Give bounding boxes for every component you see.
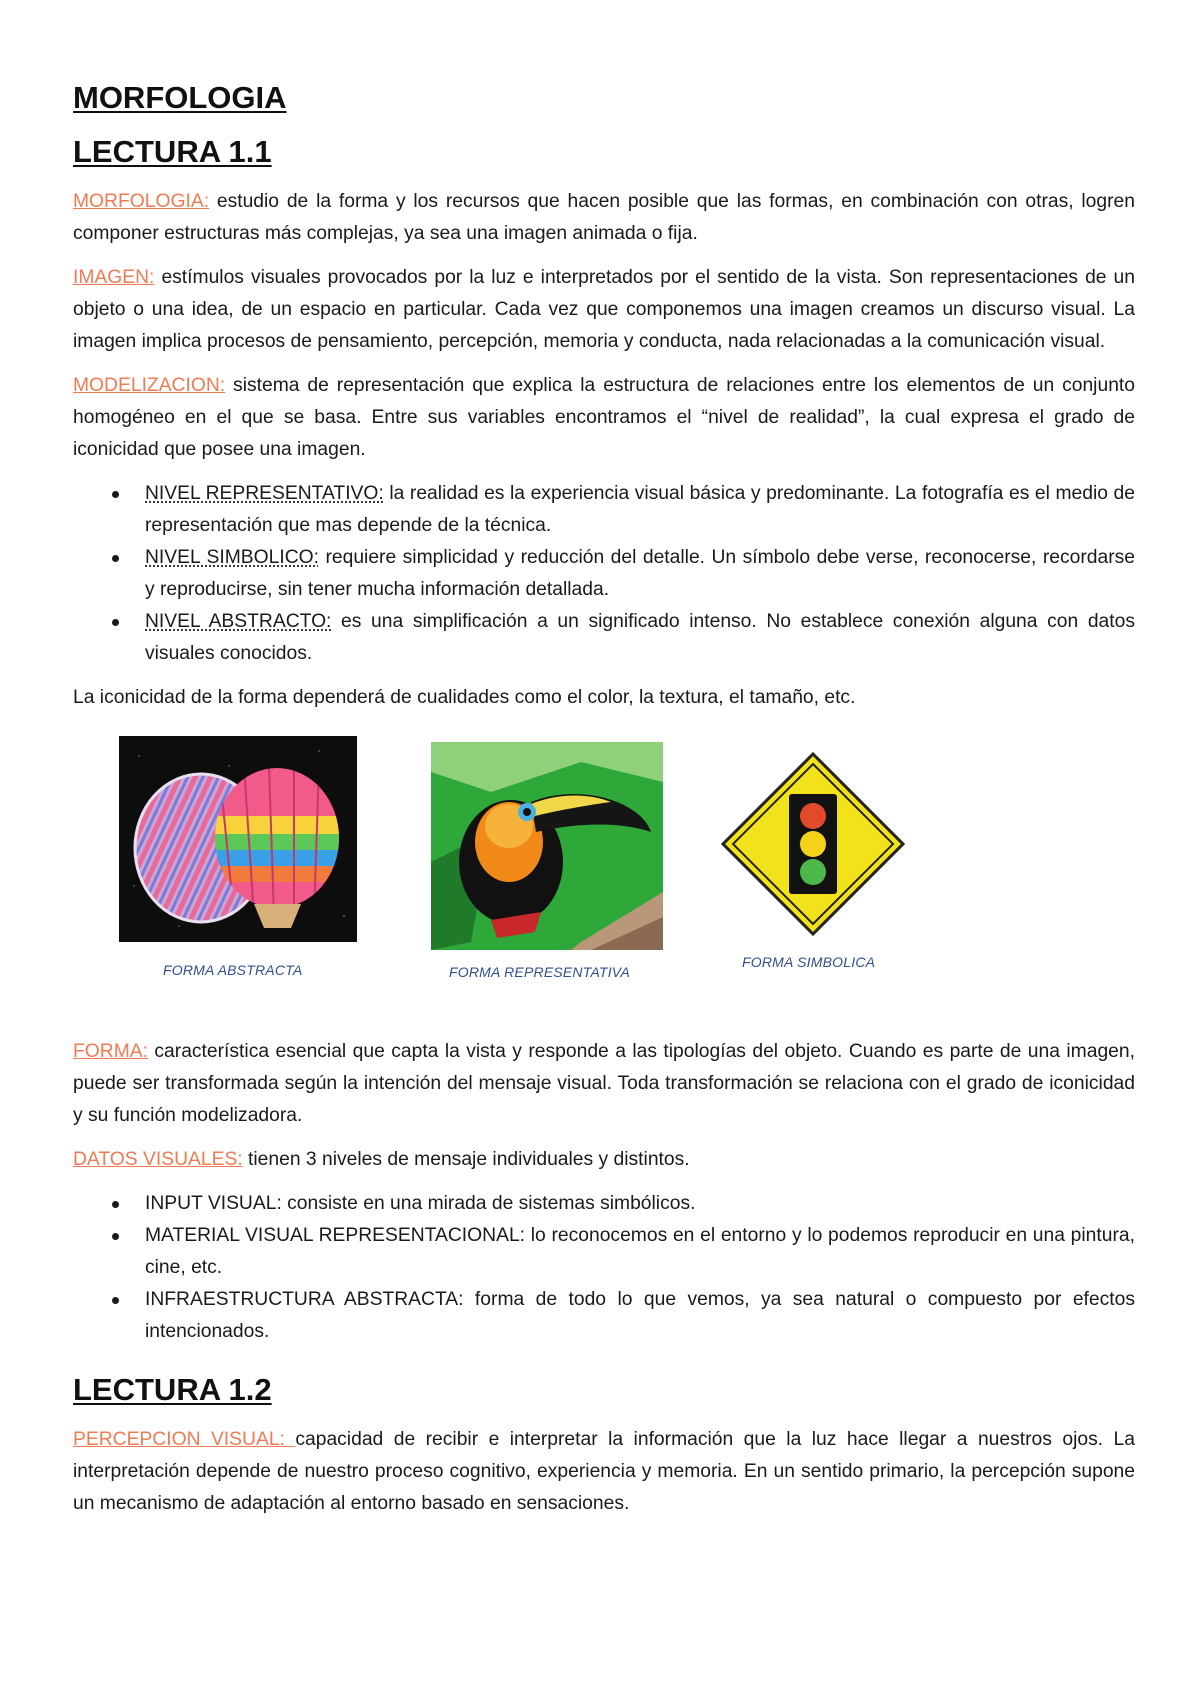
balloons-image [119, 736, 357, 942]
list-item: INPUT VISUAL: consiste en una mirada de sistemas simbólicos. [145, 1188, 1135, 1220]
morfologia-paragraph [73, 186, 1135, 250]
toucan-svg [431, 742, 663, 950]
figures-row [73, 726, 1135, 1026]
traffic-sign-image [719, 750, 907, 938]
list-item [145, 606, 1135, 670]
forma-term: FORMA: [73, 1041, 148, 1062]
imagen-paragraph [73, 262, 1135, 358]
iconicidad-paragraph: La iconicidad de la forma dependerá de cualidades como el color, la textura, el tamaño, etc. [73, 687, 856, 708]
datos-text: tienen 3 niveles de mensaje individuales y distintos. [242, 1149, 690, 1170]
caption-forma-representativa: FORMA REPRESENTATIVA [449, 964, 631, 980]
nivel-text: la realidad es la experiencia visual básica y predominante. La fotografía es el medio de representación que mas depende de la técnica. [145, 483, 1135, 536]
list-item [145, 542, 1135, 606]
lectura-1-2-heading: LECTURA 1.2 [73, 1372, 272, 1407]
percepcion-paragraph [73, 1424, 1135, 1520]
datos-list [73, 1188, 1135, 1348]
morfologia-term: MORFOLOGIA: [73, 191, 210, 212]
nivel-text: requiere simplicidad y reducción del detalle. Un símbolo debe verse, reconocerse, recordarse y reproducirse, sin tener mucha información detallada. [145, 547, 1135, 600]
modelizacion-paragraph [73, 370, 1135, 466]
caption-forma-abstracta: FORMA ABSTRACTA [163, 962, 303, 978]
traffic-sign-svg [719, 750, 907, 938]
nivel-label: NIVEL ABSTRACTO: [145, 611, 332, 632]
percepcion-term: PERCEPCION VISUAL: [73, 1429, 296, 1450]
forma-paragraph [73, 1036, 1135, 1132]
imagen-term: IMAGEN: [73, 267, 155, 288]
list-item: MATERIAL VISUAL REPRESENTACIONAL: lo reconocemos en el entorno y lo podemos reproducir en una pintura, cine, etc. [145, 1220, 1135, 1284]
nivel-label: NIVEL REPRESENTATIVO: [145, 483, 384, 504]
list-item: INFRAESTRUCTURA ABSTRACTA: forma de todo lo que vemos, ya sea natural o compuesto por efectos intencionados. [145, 1284, 1135, 1348]
imagen-text: estímulos visuales provocados por la luz e interpretados por el sentido de la vista. Son representaciones de un objeto o una idea, de un espacio en particular. Cada vez que componemos una imagen creamos un discurso visual. La imagen implica procesos de pensamiento, percepción, memoria y conducta, nada relacionadas a la comunicación visual. [73, 267, 1135, 352]
caption-forma-simbolica: FORMA SIMBOLICA [742, 954, 876, 970]
list-item [145, 478, 1135, 542]
datos-term: DATOS VISUALES: [73, 1149, 243, 1170]
modelizacion-term: MODELIZACION: [73, 375, 226, 396]
niveles-list [73, 478, 1135, 670]
nivel-text: es una simplificación a un significado intenso. No establece conexión alguna con datos visuales conocidos. [145, 611, 1136, 664]
percepcion-text: capacidad de recibir e interpretar la información que la luz hace llegar a nuestros ojos. La interpretación depende de nuestro proceso cognitivo, experiencia y memoria. En un sentido primario, la percepción supone un mecanismo de adaptación al entorno basado en sensaciones. [73, 1429, 1135, 1514]
modelizacion-text: sistema de representación que explica la estructura de relaciones entre los elementos de un conjunto homogéneo en el que se basa. Entre sus variables encontramos el “nivel de realidad”, la cual expresa el grado de iconicidad que posee una imagen. [73, 375, 1135, 460]
main-heading: MORFOLOGIA [73, 80, 287, 115]
toucan-image [431, 742, 663, 950]
balloons-svg [119, 736, 357, 942]
datos-paragraph [73, 1144, 1135, 1176]
nivel-label: NIVEL SIMBOLICO: [145, 547, 319, 568]
lectura-1-1-heading: LECTURA 1.1 [73, 134, 272, 169]
document-content [73, 78, 1135, 1532]
forma-text: característica esencial que capta la vista y responde a las tipologías del objeto. Cuando es parte de una imagen, puede ser transformada según la intención del mensaje visual. Toda transformación se relaciona con el grado de iconicidad y su función modelizadora. [73, 1041, 1135, 1126]
morfologia-text: estudio de la forma y los recursos que hacen posible que las formas, en combinación con otras, logren componer estructuras más complejas, ya sea una imagen animada o fija. [73, 191, 1135, 244]
